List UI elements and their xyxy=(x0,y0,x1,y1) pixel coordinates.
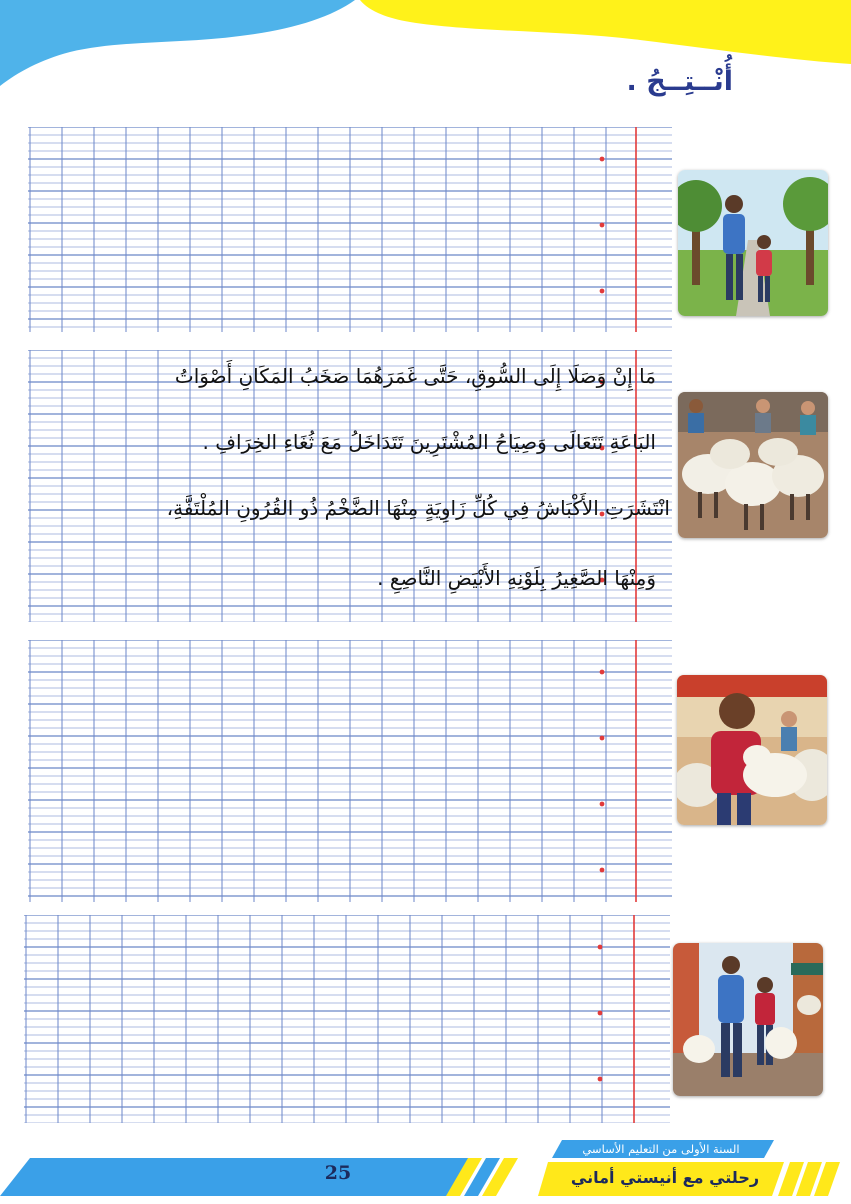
passage-line-2: البَاعَةِ تَتَعَالَى وَصِيَاحُ المُشْتَرِينَ تَتَدَاخَلُ مَعَ ثُغَاءِ الخِرَافِ . xyxy=(202,430,656,454)
grade-label: السنة الأولى من التعليم الأساسي xyxy=(582,1142,740,1156)
handwriting-grid xyxy=(24,915,670,1123)
sheep-market-crowd-picture xyxy=(678,392,828,538)
father-and-son-walking-park-picture xyxy=(678,170,828,316)
page-number: 25 xyxy=(324,1162,352,1184)
writing-box-1 xyxy=(28,127,672,332)
passage-line-4: وَمِنْهَا الصَّغِيرُ بِلَوْنِهِ الأَبْيَضِ النَّاصِعِ . xyxy=(377,566,656,590)
passage-line-3: انْتَشَرَتِ الأَكْبَاشُ فِي كُلِّ زَاوِيَةٍ مِنْهَا الضَّخْمُ ذُو القُرُونِ المُلْتَفَّةِ، xyxy=(166,496,670,520)
passage-line-1: مَا إِنْ وَصَلَا إِلَى السُّوقِ، حَتَّى غَمَرَهُمَا صَخَبُ المَكَانِ أَصْوَاتُ xyxy=(174,364,656,388)
father-son-leading-sheep-picture xyxy=(673,943,823,1096)
book-series-title: رحلتي مع أنيستي أماني xyxy=(570,1168,760,1187)
writing-box-2 xyxy=(28,350,672,622)
exercise-title: أُنْــتِــجُ . xyxy=(626,66,733,97)
handwriting-grid xyxy=(28,127,672,332)
boy-hugging-sheep-picture xyxy=(677,675,827,825)
handwriting-grid xyxy=(28,640,672,902)
writing-box-4 xyxy=(24,915,670,1123)
writing-box-3 xyxy=(28,640,672,902)
